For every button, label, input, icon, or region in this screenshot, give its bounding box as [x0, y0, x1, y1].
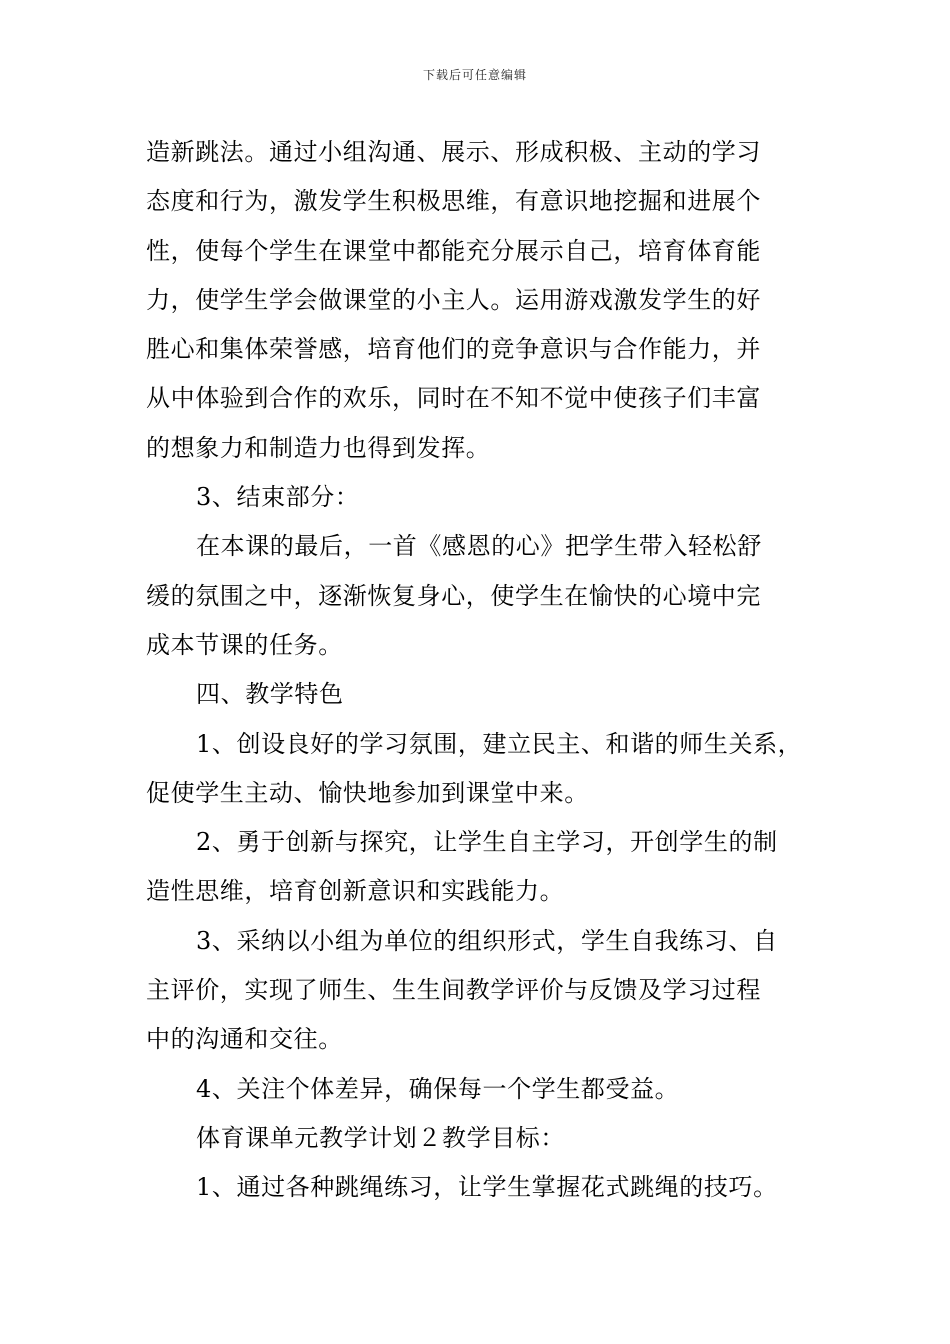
list-item: 4、关注个体差异，确保每一个学生都受益。	[196, 1074, 680, 1103]
text-line: 缓的氛围之中，逐渐恢复身心，使学生在愉快的心境中完	[146, 581, 761, 610]
text-line: 从中体验到合作的欢乐，同时在不知不觉中使孩子们丰富	[146, 384, 761, 413]
text-line: 态度和行为，激发学生积极思维，有意识地挖掘和进展个	[146, 187, 761, 216]
text-line: 胜心和集体荣誉感，培育他们的竞争意识与合作能力，并	[146, 335, 761, 364]
section-heading: 四、教学特色	[196, 680, 344, 709]
text-line: 性，使每个学生在课堂中都能充分展示自己，培育体育能	[146, 236, 761, 265]
page-header: 下载后可任意编辑	[422, 68, 527, 82]
text-line: 造新跳法。通过小组沟通、展示、形成积极、主动的学习	[146, 138, 761, 166]
list-item: 2、勇于创新与探究，让学生自主学习，开创学生的制	[196, 828, 778, 857]
document-body	[146, 128, 810, 1213]
section-heading: 体育课单元教学计划２教学目标：	[196, 1123, 565, 1152]
section-heading: 3、结束部分：	[196, 483, 360, 512]
text-line: 力，使学生学会做课堂的小主人。运用游戏激发学生的好	[146, 285, 761, 314]
text-line: 成本节课的任务。	[146, 630, 343, 659]
text-line: 促使学生主动、愉快地参加到课堂中来。	[146, 778, 589, 807]
list-item: 3、采纳以小组为单位的组织形式，学生自我练习、自	[196, 926, 778, 955]
text-line: 造性思维，培育创新意识和实践能力。	[146, 877, 565, 906]
list-item: 1、创设良好的学习氛围，建立民主、和谐的师生关系，	[196, 729, 803, 758]
text-line: 中的沟通和交往。	[146, 1025, 343, 1054]
list-item: 1、通过各种跳绳练习，让学生掌握花式跳绳的技巧。	[196, 1173, 778, 1202]
text-line: 在本课的最后，一首《感恩的心》把学生带入轻松舒	[196, 532, 762, 561]
text-line: 的想象力和制造力也得到发挥。	[146, 433, 491, 462]
text-line: 主评价，实现了师生、生生间教学评价与反馈及学习过程	[146, 976, 761, 1005]
